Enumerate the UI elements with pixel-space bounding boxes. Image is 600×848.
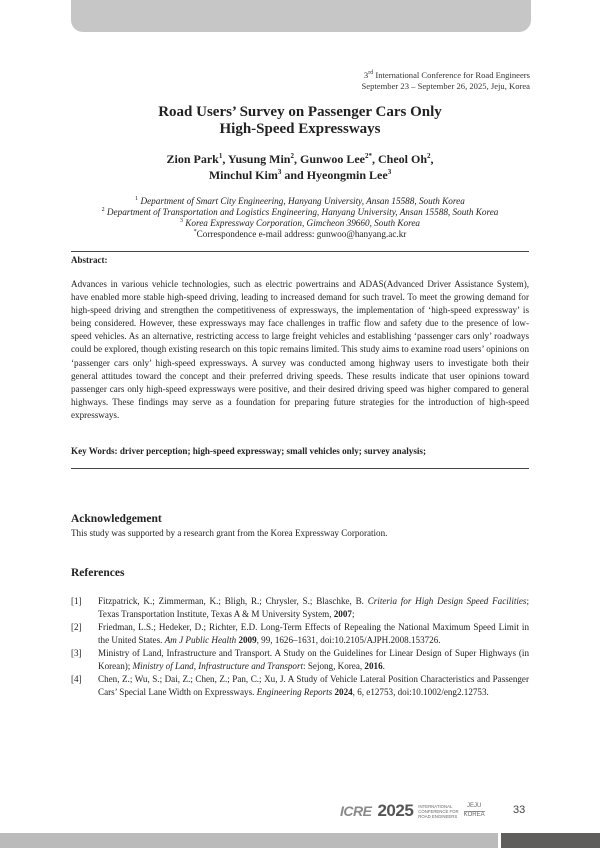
conference-ordinal: 3 [363, 70, 369, 80]
conference-name-line [362, 70, 531, 81]
affiliation: $^3$ Korea Expressway Corporation, Gimcheon 39660, South Korea [179, 217, 421, 228]
acknowledgement-heading: Acknowledgement [71, 513, 162, 525]
logo-location [464, 803, 485, 819]
reference-item [71, 595, 529, 621]
author: Gunwoo Lee$^{2*}$, [299, 152, 378, 166]
reference-text: Chen, Z.; Wu, S.; Dai, Z.; Chen, Z.; Pan, C.; Xu, J. A Study of Vehicle Lateral Position Characteristics and Passenger Cars’ Special Lane Width on Expressways. Engineering Reports 2024, 6, e12753, doi:10.1002/eng2.12753. [98, 674, 529, 697]
author: Zion Park$^1$, [166, 152, 228, 166]
reference-number: [3] [71, 648, 82, 658]
acknowledgement-body: This study was supported by a research grant from the Korea Expressway Corporation. [71, 528, 388, 538]
logo-subtitle-line: INTERNATIONAL [418, 803, 453, 809]
conference-ordinal-suffix: rd [368, 70, 374, 77]
affiliation: $^2$ Department of Transportation and Logistics Engineering, Hanyang University, Ansan 15588, South Korea [101, 206, 499, 217]
conference-name: International Conference for Road Engineers [375, 70, 530, 80]
conference-logo [340, 800, 485, 822]
logo-mark: ICRE [340, 803, 372, 819]
keywords: Key Words: driver perception; high-speed expressway; small vehicles only; survey analysis; [71, 446, 426, 456]
affiliation: $^1$ Department of Smart City Engineering, Hanyang University, Ansan 15588, South Korea [135, 195, 465, 206]
reference-text: Ministry of Land, Infrastructure and Transport. A Study on the Guidelines for Linear Design of Super Highways (in Korean); Ministry of Land, Infrastructure and Transport: Sejong, Korea, 2016. [98, 648, 529, 671]
logo-subtitle-line: CONFERENCE FOR [418, 808, 459, 814]
logo-subtitle [418, 804, 458, 819]
author: Yusung Min$^2$, [227, 152, 300, 166]
reference-text: Fitzpatrick, K.; Zimmerman, K.; Bligh, R.; Chrysler, S.; Blaschke, B. Criteria for High Design Speed Facilities; Texas Transportation Institute, Texas A & M University System, 2007; [98, 596, 530, 619]
author-line-2 [0, 167, 600, 183]
page-number: 33 [513, 804, 526, 816]
divider-bottom [71, 468, 529, 469]
reference-number: [4] [71, 674, 82, 684]
reference-item [71, 621, 529, 647]
logo-location-top: JEJU [466, 803, 482, 809]
reference-number: [2] [71, 622, 82, 632]
abstract-heading: Abstract: [71, 255, 108, 265]
logo-year: 2025 [377, 801, 414, 820]
author: Cheol Oh$^2$, [378, 152, 434, 166]
author: Minchul Kim$^3$ and [208, 168, 307, 182]
paper-title-line-1: Road Users’ Survey on Passenger Cars Only [158, 104, 442, 120]
logo-location-bottom: KOREA [463, 812, 485, 818]
paper-title [0, 104, 600, 138]
reference-text: Friedman, L.S.; Hedeker, D.; Richter, E.D. Long-Term Effects of Repealing the National Maximum Speed Limit in the United States. Am J Public Health 2009, 99, 1626–1631, doi:10.2105/AJPH.2008.153726. [98, 622, 529, 645]
header-tab-decoration [71, 0, 531, 32]
author: Hyeongmin Lee$^3$ [306, 168, 392, 182]
reference-list [71, 595, 529, 699]
paper-title-line-2: High-Speed Expressways [219, 121, 381, 137]
reference-item [71, 647, 529, 673]
affiliations [0, 196, 600, 240]
conference-dates-location: September 23 – September 26, 2025, Jeju, Korea [361, 80, 530, 91]
correspondence: *Correspondence e-mail address: gunwoo@hanyang.ac.kr [193, 228, 407, 239]
footer-bar-dark [501, 833, 600, 848]
author-list [0, 151, 600, 183]
abstract-body: Advances in various vehicle technologies, such as electric powertrains and ADAS(Advanced Driver Assistance System), have enabled more stable high-speed driving, leading to increased demand for such travel. To meet the growing demand for high-speed driving and strengthen the competitiveness of expressways, the implementation of ‘high-speed expressway’ is being considered. However, these expressways may face challenges in traffic flow and safety due to the presence of low-speed vehicles. As an alternative, restricting access to large freight vehicles and establishing ‘passenger cars only’ roadways could be explored, though existing research on this topic remains limited. This study aims to examine road users’ opinions on ‘passenger cars only’ high-speed expressways. A survey was conducted among highway users to investigate both their general attitudes toward the concept and their preferred driving speeds. These results indicate that user opinions toward passenger cars only high-speed expressways were positive, and their desired driving speed was higher compared to general highways. These findings may serve as a foundation for preparing future strategies for the introduction of high-speed expressways. [71, 279, 529, 420]
footer-bar-light [0, 833, 498, 848]
reference-number: [1] [71, 596, 82, 606]
logo-subtitle-line: ROAD ENGINEERS [418, 813, 458, 819]
reference-item [71, 673, 529, 699]
author-line-1 [0, 151, 600, 167]
references-heading: References [71, 567, 125, 579]
conference-header [362, 70, 531, 91]
divider-top [71, 251, 529, 252]
